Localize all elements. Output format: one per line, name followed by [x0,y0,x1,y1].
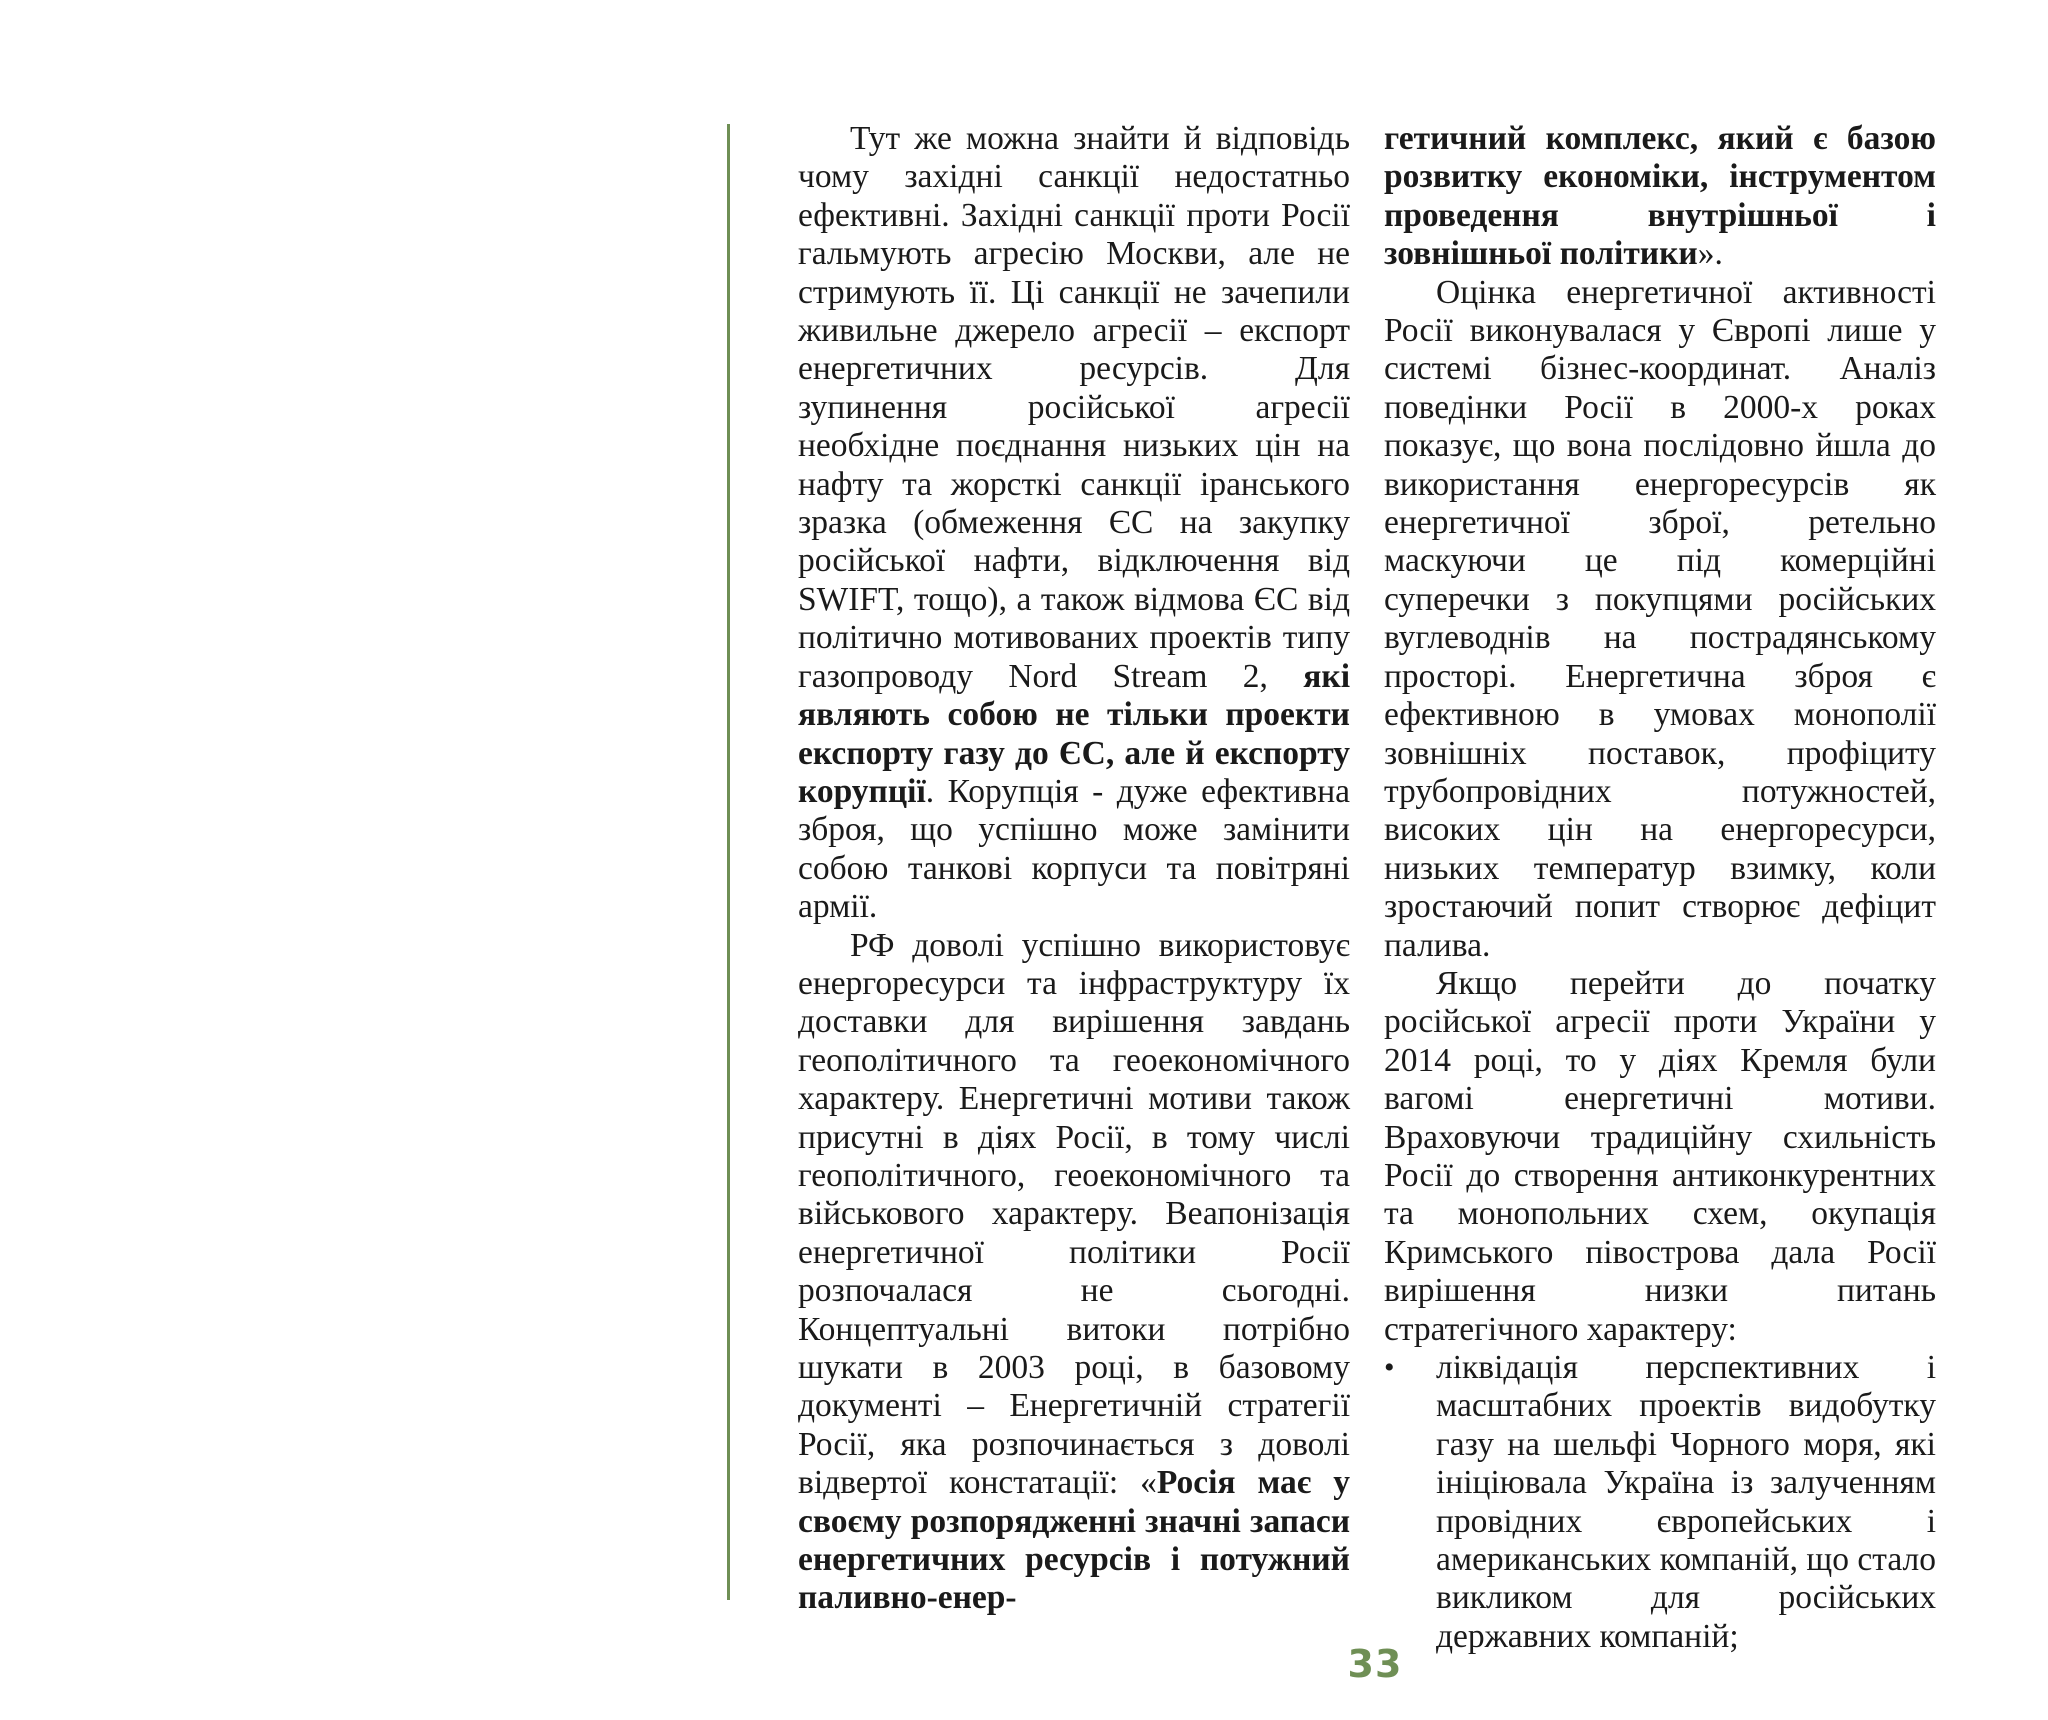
column-divider-line [727,124,730,1600]
paragraph-energy-strategy: РФ доволі успішно використовує енергоресурси та інфраструктуру їх доставки для вирішення завдань геополітичного та геоекономічного характеру. Енергетичні мотиви також присутні в діях Росії, в тому числі геополітичного, геоекономічного та військового характеру. Веапонізація енергетичної політики Росії розпочалася не сьогодні. Концептуальні витоки потрібно шукати в 2003 році, в базовому документі – Енергетичній стратегії Росії, яка розпочинається з доволі відвертої констатації: «Росія має у своєму розпорядженні значні запаси енергетичних ресурсів і потужний паливно-енер- [798,926,1350,1617]
list-item: • ліквідація перспективних і масштабних проектів видобутку газу на шельфі Чорного моря, які ініціювала Україна із залученням провідних європейських і американських компаній, що стало викликом для російських державних компаній; [1384,1349,1936,1656]
bold-quote: Росія має у своєму розпорядженні значні запаси енергетичних ресурсів і потужний паливно-енер- [798,1464,1350,1617]
bold-quote-continued: гетичний комплекс, який є базою розвитку економіки, інструментом проведення внутрішньої і зовнішньої політики [1384,120,1936,273]
bullet-list [1384,1349,1936,1656]
right-column [1384,120,1936,1656]
paragraph-quote-continuation: гетичний комплекс, який є базою розвитку економіки, інструментом проведення внутрішньої і зовнішньої політики». [1384,120,1936,273]
paragraph-sanctions: Тут же можна знайти й відповідь чому західні санкції недостатньо ефективні. Західні санкції проти Росії гальмують агресію Москви, але не стримують її. Ці санкції не зачепили живильне джерело агресії – експорт енергетичних ресурсів. Для зупинення російської агресії необхідне поєднання низьких цін на нафту та жорсткі санкції іранського зразка (обмеження ЄС на закупку російської нафти, відключення від SWIFT, тощо), а також відмова ЄС від політично мотивованих проектів типу газопроводу Nord Stream 2, які являють собою не тільки проекти експорту газу до ЄС, але й експорту корупції. Корупція - дуже ефективна зброя, що успішно може замінити собою танкові корпуси та повітряні армії. [798,120,1350,926]
paragraph-aggression-2014: Якщо перейти до початку російської агресії проти України у 2014 році, то у діях Кремля були вагомі енергетичні мотиви. Враховуючи традиційну схильність Росії до створення антиконкурентних та монопольних схем, окупація Кримського півострова дала Росії вирішення низки питань стратегічного характеру: [1384,964,1936,1348]
paragraph-energy-activity: Оцінка енергетичної активності Росії виконувалася у Європі лише у системі бізнес-координат. Аналіз поведінки Росії в 2000-х роках показує, що вона послідовно йшла до використання енергоресурсів як енергетичної зброї, ретельно маскуючи це під комерційні суперечки з покупцями російських вуглеводнів на пострадянському просторі. Енергетична зброя є ефективною в умовах монополії зовнішніх поставок, профіциту трубопровідних потужностей, високих цін на енергоресурси, низьких температур взимку, коли зростаючий попит створює дефіцит палива. [1384,273,1936,964]
bold-emphasis: які являють собою не тільки проекти експорту газу до ЄС, але й експорту корупції [798,657,1350,810]
left-column [798,120,1350,1618]
page-number: 33 [1347,1642,1403,1686]
